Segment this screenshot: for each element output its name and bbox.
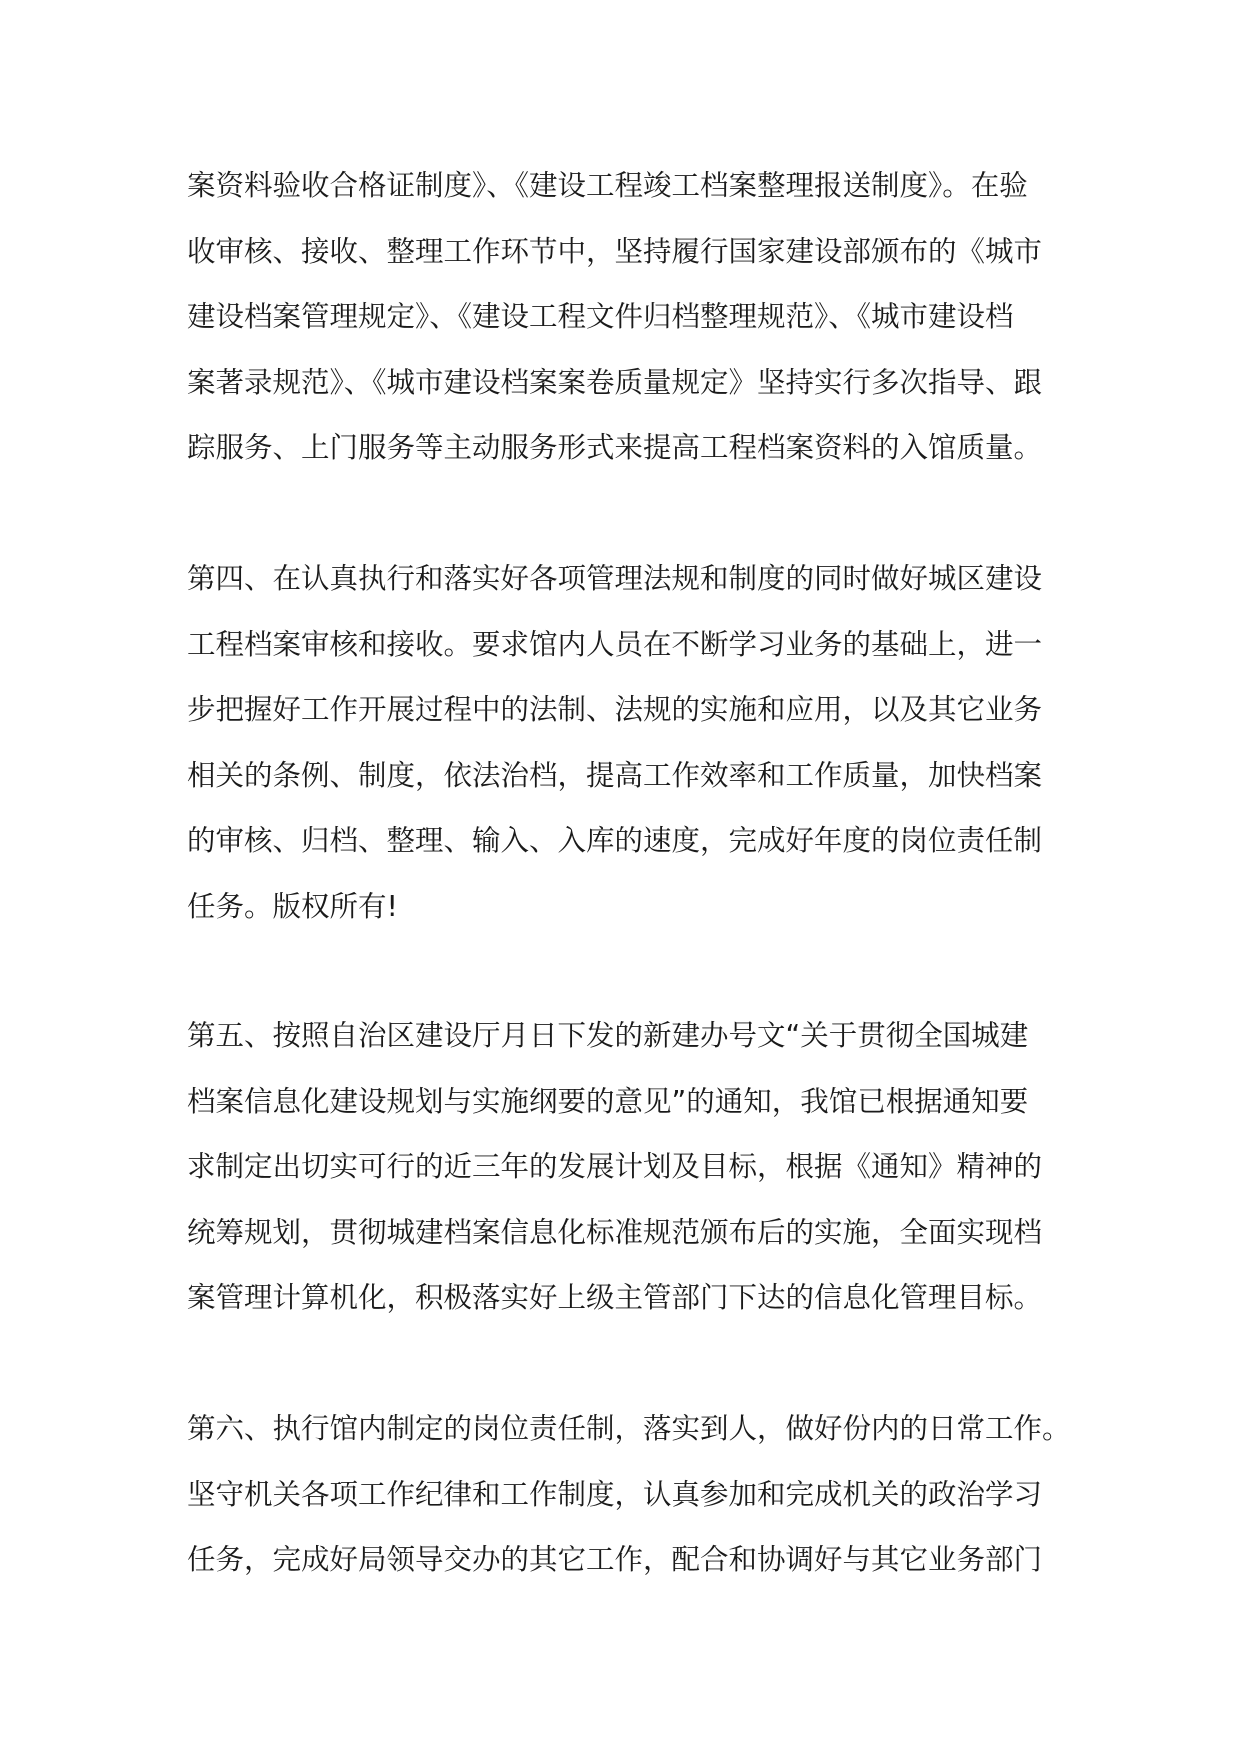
text-line: 步把握好工作开展过程中的法制、法规的实施和应用，以及其它业务 [187,693,1043,726]
paragraph-2 [187,546,1067,939]
text-line: 踪服务、上门服务等主动服务形式来提高工程档案资料的入馆质量。 [187,431,1043,464]
text-line: 坚守机关各项工作纪律和工作制度，认真参加和完成机关的政治学习 [187,1477,1043,1511]
text-line: 任务，完成好局领导交办的其它工作，配合和协调好与其它业务部门 [187,1543,1043,1576]
text-line: 求制定出切实可行的近三年的发展计划及目标，根据《通知》精神的 [187,1150,1043,1183]
text-line: 案著录规范》、《城市建设档案案卷质量规定》坚持实行多次指导、跟 [187,365,1043,399]
text-line: 档案信息化建设规划与实施纲要的意见”的通知，我馆已根据通知要 [187,1084,1029,1118]
text-line: 第四、在认真执行和落实好各项管理法规和制度的同时做好城区建设 [187,562,1043,595]
text-line: 收审核、接收、整理工作环节中，坚持履行国家建设部颁布的《城市 [187,234,1043,268]
text-line: 案资料验收合格证制度》、《建设工程竣工档案整理报送制度》。在验 [187,169,1028,202]
paragraph-1 [187,153,1067,481]
text-line: 建设档案管理规定》、《建设工程文件归档整理规范》、《城市建设档 [187,300,1014,333]
text-line: 工程档案审核和接收。要求馆内人员在不断学习业务的基础上，进一 [187,627,1043,661]
text-line: 的审核、归档、整理、输入、入库的速度，完成好年度的岗位责任制 [187,824,1043,857]
paragraph-4 [187,1396,1071,1593]
text-line: 案管理计算机化，积极落实好上级主管部门下达的信息化管理目标。 [187,1281,1043,1314]
text-line: 统筹规划，贯彻城建档案信息化标准规范颁布后的实施，全面实现档 [187,1215,1043,1249]
text-line: 相关的条例、制度，依法治档，提高工作效率和工作质量，加快档案 [187,758,1043,792]
text-line: 第六、执行馆内制定的岗位责任制，落实到人，做好份内的日常工作。 [187,1412,1071,1445]
text-line: 任务。版权所有! [187,889,398,923]
text-line: 第五、按照自治区建设厅月日下发的新建办号文“关于贯彻全国城建 [187,1019,1029,1052]
paragraph-3 [187,1003,1067,1331]
